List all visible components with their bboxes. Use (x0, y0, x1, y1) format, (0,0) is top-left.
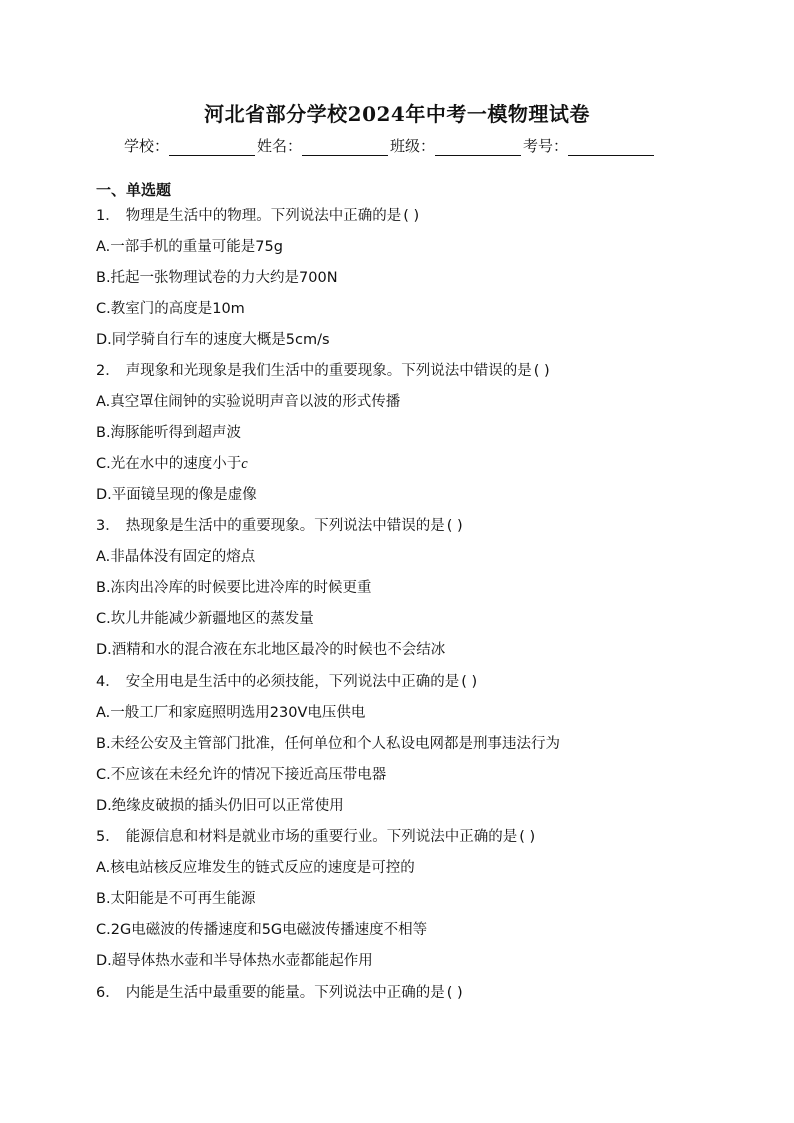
question-number: 5． (96, 829, 120, 845)
school-label: 学校： (124, 137, 170, 155)
question-4 (96, 672, 477, 692)
option-d: D.同学骑自行车的速度大概是5cm/s (96, 332, 330, 348)
student-info-row (124, 134, 656, 156)
answer-paren: ( ) (446, 518, 463, 534)
question-stem: 安全用电是生活中的必须技能，下列说法中正确的是 (125, 674, 460, 690)
section-heading: 一、单选题 (96, 181, 172, 199)
option-b: B.未经公安及主管部门批准，任何单位和个人私设电网都是刑事违法行为 (96, 736, 561, 752)
light-speed-symbol: c (241, 456, 248, 472)
question-number: 6． (96, 985, 120, 1001)
answer-paren: ( ) (519, 829, 536, 845)
option-a: A.核电站核反应堆发生的链式反应的速度是可控的 (96, 860, 415, 876)
question-number: 4． (96, 674, 120, 690)
option-a: A.一般工厂和家庭照明选用230V电压供电 (96, 705, 366, 721)
option-d: D.平面镜呈现的像是虚像 (96, 487, 257, 503)
option-d: D.酒精和水的混合液在东北地区最冷的时候也不会结冰 (96, 642, 446, 658)
answer-paren: ( ) (403, 208, 420, 224)
option-b: B.太阳能是不可再生能源 (96, 891, 256, 907)
answer-paren: ( ) (533, 363, 550, 379)
exam-title: 河北省部分学校2024年中考一模物理试卷 (204, 102, 590, 126)
number-blank[interactable] (568, 141, 654, 156)
question-stem: 热现象是生活中的重要现象。下列说法中错误的是 (125, 518, 445, 534)
question-5 (96, 827, 535, 847)
answer-paren: ( ) (446, 985, 463, 1001)
option-c: C.2G电磁波的传播速度和5G电磁波传播速度不相等 (96, 922, 428, 938)
question-2 (96, 361, 550, 381)
option-b: B.冻肉出冷库的时候要比进冷库的时候更重 (96, 580, 372, 596)
option-c: C.不应该在未经允许的情况下接近高压带电器 (96, 767, 387, 783)
school-blank[interactable] (169, 141, 255, 156)
option-c-text: C.光在水中的速度小于 (96, 456, 242, 472)
question-number: 1． (96, 208, 120, 224)
question-number: 2． (96, 363, 120, 379)
class-label: 班级： (390, 137, 436, 155)
option-a: A.真空罩住闹钟的实验说明声音以波的形式传播 (96, 394, 401, 410)
class-blank[interactable] (435, 141, 521, 156)
name-label: 姓名： (257, 137, 303, 155)
option-b: B.托起一张物理试卷的力大约是700N (96, 270, 338, 286)
question-number: 3． (96, 518, 120, 534)
option-d: D.绝缘皮破损的插头仍旧可以正常使用 (96, 798, 344, 814)
class-field (390, 136, 523, 156)
number-label: 考号： (523, 137, 569, 155)
question-stem: 能源信息和材料是就业市场的重要行业。下列说法中正确的是 (125, 829, 518, 845)
option-c: C.教室门的高度是10m (96, 301, 245, 317)
question-stem: 声现象和光现象是我们生活中的重要现象。下列说法中错误的是 (125, 363, 532, 379)
question-6 (96, 983, 463, 1003)
number-field (523, 136, 656, 156)
answer-paren: ( ) (461, 674, 478, 690)
option-a: A.一部手机的重量可能是75g (96, 239, 283, 255)
question-stem: 内能是生活中最重要的能量。下列说法中正确的是 (125, 985, 445, 1001)
question-1 (96, 206, 419, 226)
question-stem: 物理是生活中的物理。下列说法中正确的是 (125, 208, 402, 224)
option-c: C.坎儿井能减少新疆地区的蒸发量 (96, 611, 314, 627)
name-field (257, 136, 390, 156)
option-c (96, 454, 248, 474)
school-field (124, 136, 257, 156)
option-a: A.非晶体没有固定的熔点 (96, 549, 256, 565)
option-d: D.超导体热水壶和半导体热水壶都能起作用 (96, 953, 373, 969)
name-blank[interactable] (302, 141, 388, 156)
question-3 (96, 516, 463, 536)
option-b: B.海豚能听得到超声波 (96, 425, 242, 441)
